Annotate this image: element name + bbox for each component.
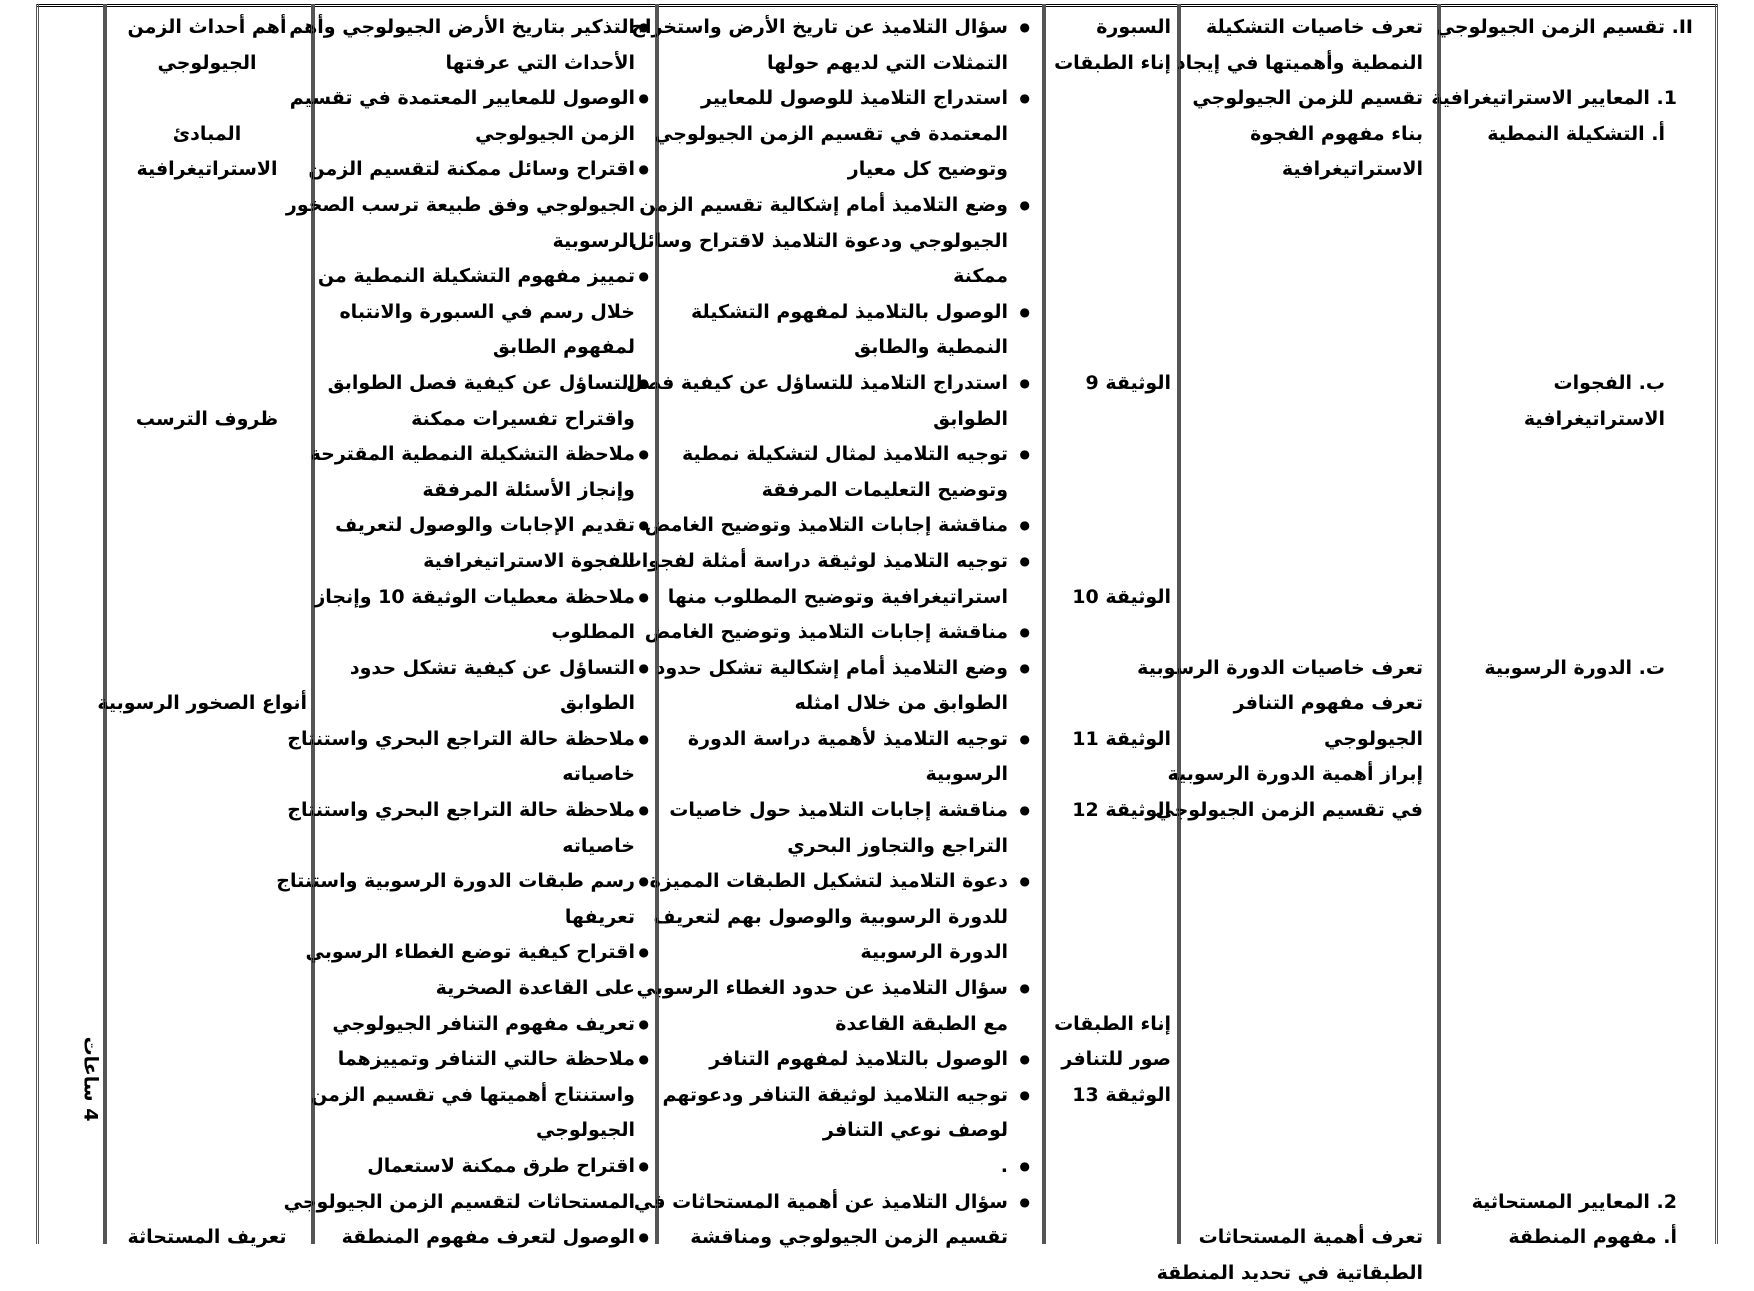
teacher-activity-line: وتوضيح التعليمات المرفقة <box>761 478 1008 501</box>
resource-line <box>1047 437 1171 473</box>
resource-line: صور للتنافر <box>1061 1048 1171 1071</box>
learner-activity-line: واستنتاج أهميتها في تقسيم الزمن <box>311 1083 635 1106</box>
learner-activity-line: خاصياته <box>562 834 635 857</box>
target-line <box>1187 1149 1423 1185</box>
learner-activity-line: ● ملاحظة حالة التراجع البحري واستنتاج <box>313 722 649 758</box>
target-line <box>1187 615 1423 651</box>
resource-line <box>1047 152 1171 188</box>
objective-line <box>1443 935 1693 971</box>
learner-activity-line: ● تقديم الإجابات والوصول لتعريف <box>313 508 649 544</box>
resource-line <box>1047 330 1171 366</box>
objective-line <box>1443 544 1693 580</box>
objective-line <box>1443 508 1693 544</box>
objective-line <box>1443 295 1693 331</box>
objective-line <box>1443 793 1693 829</box>
target-line <box>1187 508 1423 544</box>
concept-line <box>107 1078 307 1114</box>
teacher-activity-line: الجيولوجي ودعوة التلاميذ لاقتراح وسائل <box>630 229 1008 252</box>
target-line <box>1187 544 1423 580</box>
resource-line: الوثيقة 10 <box>1072 585 1171 608</box>
concept-line <box>107 188 307 224</box>
target-line: الاستراتيغرافية <box>1281 158 1423 181</box>
concept-line <box>107 1007 307 1043</box>
resource-line <box>1047 81 1171 117</box>
concept-line: ظروف الترسب <box>135 407 279 430</box>
objective-line <box>1443 864 1693 900</box>
concept-line <box>107 971 307 1007</box>
learner-activity-line: ● ملاحظة معطيات الوثيقة 10 وإنجاز <box>313 580 649 616</box>
target-line: في تقسيم الزمن الجيولوجي <box>1155 799 1423 822</box>
teacher-activity-line: ● سؤال التلاميذ عن حدود الغطاء الرسوبي <box>660 971 1030 1007</box>
learner-activity-line: ● التذكير بتاريخ الأرض الجيولوجي وأهم <box>313 10 649 46</box>
target-line <box>1187 1042 1423 1078</box>
teacher-activity-line: ● سؤال التلاميذ عن أهمية المستحاثات في <box>660 1185 1030 1221</box>
objective-line <box>1443 1042 1693 1078</box>
learner-activity-line: المستحاثات لتقسيم الزمن الجيولوجي <box>283 1190 635 1213</box>
concept-line: أهم أحداث الزمن <box>127 16 287 38</box>
resource-line <box>1047 188 1171 224</box>
resource-line: الوثيقة 9 <box>1085 371 1171 394</box>
objective-line: أ. مفهوم المنطقة <box>1508 1226 1677 1249</box>
teacher-activity-line: ● استدراج التلاميذ للوصول للمعايير <box>660 81 1030 117</box>
resource-line <box>1047 864 1171 900</box>
resource-line <box>1047 615 1171 651</box>
teacher-activity-line: ممكنة <box>953 265 1008 288</box>
resource-line <box>1047 544 1171 580</box>
target-line <box>1187 580 1423 616</box>
teacher-activity-line: لوصف نوعي التنافر <box>822 1119 1008 1142</box>
learner-activity-line: ● اقتراح طرق ممكنة لاستعمال <box>313 1149 649 1185</box>
teacher-activity-line: الرسوبية <box>925 763 1008 786</box>
objective-line <box>1443 615 1693 651</box>
target-line <box>1187 473 1423 509</box>
target-line <box>1187 1185 1423 1221</box>
targets-list <box>1137 10 1423 1291</box>
target-line: تعرف خاصيات التشكيلة <box>1206 16 1423 38</box>
concept-line <box>107 224 307 260</box>
learner-activity-line: خاصياته <box>562 763 635 786</box>
objective-line <box>1443 473 1693 509</box>
target-line: النمطية وأهميتها في إيجاد <box>1175 51 1423 74</box>
target-line <box>1187 402 1423 438</box>
resource-line <box>1047 117 1171 153</box>
teacher-activity-line: ● توجيه التلاميذ لوثيقة دراسة أمثلة لفجوات <box>660 544 1030 580</box>
teacher-activity-line: ● مناقشة إجابات التلاميذ وتوضيح الغامض <box>660 615 1030 651</box>
teacher-activity-line: الطوابق <box>933 407 1008 430</box>
learner-activity-line: ● اقتراح كيفية توضع الغطاء الرسوبي <box>313 935 649 971</box>
learner-activity-line: الفجوة الاستراتيغرافية <box>423 549 635 572</box>
objective-line: الاستراتيغرافية <box>1523 407 1665 430</box>
objective-line <box>1443 971 1693 1007</box>
resource-line: الوثيقة 12 <box>1072 799 1171 822</box>
concept-line <box>107 615 307 651</box>
concept-line: تعريف المستحاثة <box>127 1226 287 1249</box>
teacher-activity-line: ● وضع التلاميذ أمام إشكالية تشكل حدود <box>660 651 1030 687</box>
target-line <box>1187 829 1423 865</box>
concept-line <box>107 437 307 473</box>
learner-activity-line: الجيولوجي وفق طبيعة ترسب الصخور <box>285 193 635 216</box>
learner-activity-line: ● التساؤل عن كيفية فصل الطوابق <box>313 366 649 402</box>
learner-activity-line: الرسوبية <box>552 229 635 252</box>
concept-line: الجيولوجي <box>157 51 257 74</box>
objective-line: ت. الدورة الرسوبية <box>1484 656 1665 679</box>
target-line: تعرف مفهوم التنافر <box>1233 692 1423 715</box>
teacher-activity-line: ● استدراج التلاميذ للتساؤل عن كيفية فصل <box>660 366 1030 402</box>
learner-activity-line: الزمن الجيولوجي <box>475 122 635 145</box>
resource-line: إناء الطبقات <box>1054 1012 1171 1035</box>
learner-activity-line: ● التساؤل عن كيفية تشكل حدود <box>313 651 649 687</box>
concept-line <box>107 366 307 402</box>
target-line <box>1187 864 1423 900</box>
resource-line <box>1047 473 1171 509</box>
concepts-list <box>97 10 307 1256</box>
target-line <box>1187 900 1423 936</box>
objective-line <box>1443 722 1693 758</box>
teacher-activity-line: ● الوصول بالتلاميذ لمفهوم التشكيلة <box>660 295 1030 331</box>
teacher-activity-line: ● توجيه التلاميذ لوثيقة التنافر ودعوتهم <box>660 1078 1030 1114</box>
objective-line <box>1443 259 1693 295</box>
objective-line <box>1443 900 1693 936</box>
target-line: بناء مفهوم الفجوة <box>1250 122 1423 145</box>
target-line: تعرف خاصيات الدورة الرسوبية <box>1137 656 1423 679</box>
concept-line <box>107 900 307 936</box>
learner-activity-line: ● اقتراح وسائل ممكنة لتقسيم الزمن <box>313 152 649 188</box>
teacher-activity-line: ● مناقشة إجابات التلاميذ حول خاصيات <box>660 793 1030 829</box>
learner-activity-line: تعريفها <box>564 905 635 928</box>
resource-line <box>1047 402 1171 438</box>
objective-line: أ. التشكيلة النمطية <box>1487 122 1665 145</box>
resource-line <box>1047 259 1171 295</box>
resource-line: الوثيقة 11 <box>1072 727 1171 750</box>
resource-line <box>1047 295 1171 331</box>
concept-line <box>107 508 307 544</box>
target-line: إبراز أهمية الدورة الرسوبية <box>1167 763 1423 786</box>
teacher-activity-line: التمثلات التي لديهم حولها <box>767 51 1008 74</box>
resource-line: السبورة <box>1096 16 1171 38</box>
learner-activities-list <box>276 10 649 1256</box>
objective-line <box>1443 152 1693 188</box>
objective-line <box>1443 224 1693 260</box>
objective-line <box>1443 686 1693 722</box>
resource-line <box>1047 757 1171 793</box>
learner-activity-line: لمفهوم الطابق <box>492 336 635 359</box>
concept-line <box>107 544 307 580</box>
objective-line: II. تقسيم الزمن الجيولوجي <box>1435 16 1693 38</box>
concept-line <box>107 651 307 687</box>
learner-activity-line: وإنجاز الأسئلة المرفقة <box>422 478 635 501</box>
resources-list <box>1047 10 1171 1113</box>
column-objectives <box>1431 4 1718 1249</box>
objectives-list <box>1431 10 1693 1256</box>
objective-line <box>1443 437 1693 473</box>
column-teacher-activities <box>622 4 1045 1249</box>
concept-line <box>107 81 307 117</box>
teacher-activity-line: ● الوصول بالتلاميذ لمفهوم التنافر <box>660 1042 1030 1078</box>
learner-activity-line: ● رسم طبقات الدورة الرسوبية واستنتاج <box>313 864 649 900</box>
objective-line <box>1443 1007 1693 1043</box>
concept-line <box>107 580 307 616</box>
concept-line <box>107 330 307 366</box>
objective-line <box>1443 757 1693 793</box>
teacher-activity-line: ● توجيه التلاميذ لمثال لتشكيلة نمطية <box>660 437 1030 473</box>
target-line <box>1187 224 1423 260</box>
teacher-activity-line: للدورة الرسوبية والوصول بهم لتعريف <box>653 905 1008 928</box>
concept-line <box>107 864 307 900</box>
target-line <box>1187 437 1423 473</box>
learner-activity-line: ● تعريف مفهوم التنافر الجيولوجي <box>313 1007 649 1043</box>
target-line: تقسيم للزمن الجيولوجي <box>1192 87 1423 110</box>
concept-line <box>107 473 307 509</box>
teacher-activities-list <box>622 10 1030 1256</box>
target-line: الطبقاتية في تحديد المنطقة <box>1156 1261 1423 1284</box>
concept-line <box>107 757 307 793</box>
learner-activity-line: ● ملاحظة حالتي التنافر وتمييزهما <box>313 1042 649 1078</box>
objective-line <box>1443 580 1693 616</box>
target-line <box>1187 188 1423 224</box>
teacher-activity-line: ● سؤال التلاميذ عن تاريخ الأرض واستخراج <box>660 10 1030 46</box>
resource-line: إناء الطبقات <box>1054 51 1171 74</box>
concept-line <box>107 935 307 971</box>
objective-line <box>1443 330 1693 366</box>
concept-line <box>107 259 307 295</box>
concept-line <box>107 1149 307 1185</box>
learner-activity-line: المطلوب <box>551 621 635 644</box>
resource-line <box>1047 971 1171 1007</box>
teacher-activity-line: ● وضع التلاميذ أمام إشكالية تقسيم الزمن <box>660 188 1030 224</box>
concept-line: الاستراتيغرافية <box>136 158 278 181</box>
target-line <box>1187 259 1423 295</box>
target-line <box>1187 935 1423 971</box>
teacher-activity-line: استراتيغرافية وتوضيح المطلوب منها <box>667 585 1008 608</box>
target-line <box>1187 971 1423 1007</box>
target-line <box>1187 1078 1423 1114</box>
column-learner-activities <box>276 4 658 1249</box>
concept-line <box>107 793 307 829</box>
objective-line: 1. المعايير الاستراتيغرافية <box>1431 87 1677 110</box>
target-line: الجيولوجي <box>1324 727 1423 750</box>
resource-line <box>1047 935 1171 971</box>
learner-activity-line: ● الوصول لتعرف مفهوم المنطقة <box>313 1220 649 1256</box>
target-line <box>1187 295 1423 331</box>
teacher-activity-line: ● . <box>660 1149 1030 1185</box>
teacher-activity-line: ● توجيه التلاميذ لأهمية دراسة الدورة <box>660 722 1030 758</box>
concept-line <box>107 829 307 865</box>
target-line <box>1187 366 1423 402</box>
learner-activity-line: ● الوصول للمعايير المعتمدة في تقسيم <box>313 81 649 117</box>
teacher-activity-line: وتوضيح كل معيار <box>847 158 1008 181</box>
resource-line <box>1047 224 1171 260</box>
target-line <box>1187 330 1423 366</box>
concept-line <box>107 1042 307 1078</box>
learner-activity-line: خلال رسم في السبورة والانتباه <box>339 300 635 323</box>
objective-line <box>1443 1078 1693 1114</box>
teacher-activity-line: مع الطبقة القاعدة <box>835 1012 1008 1035</box>
learner-activity-line: ● تمييز مفهوم التشكيلة النمطية من <box>313 259 649 295</box>
column-concepts <box>97 4 314 1249</box>
column-resources <box>1043 4 1180 1244</box>
duration-label: 4 ساعات <box>79 1036 102 1122</box>
objective-line <box>1443 829 1693 865</box>
concept-line: المبادئ <box>172 122 242 145</box>
resource-line <box>1047 900 1171 936</box>
teacher-activity-line: الطوابق من خلال امثله <box>794 692 1008 715</box>
column-targets <box>1137 4 1440 1284</box>
teacher-activity-line: النمطية والطابق <box>854 336 1008 359</box>
teacher-activity-line: المعتمدة في تقسيم الزمن الجيولوجي <box>653 122 1008 145</box>
learner-activity-line: الأحداث التي عرفتها <box>445 51 635 74</box>
objective-line <box>1443 46 1693 82</box>
learner-activity-line: الجيولوجي <box>536 1119 635 1142</box>
objective-line <box>1443 188 1693 224</box>
resource-line <box>1047 508 1171 544</box>
objective-line: ب. الفجوات <box>1553 371 1665 394</box>
learner-activity-line: الطوابق <box>560 692 635 715</box>
concept-line <box>107 1185 307 1221</box>
concept-line: أنواع الصخور الرسوبية <box>97 692 307 715</box>
teacher-activity-line: تقسيم الزمن الجيولوجي ومناقشة <box>690 1226 1008 1249</box>
learner-activity-line: واقتراح تفسيرات ممكنة <box>411 407 635 430</box>
resource-line <box>1047 829 1171 865</box>
objective-line <box>1443 1113 1693 1149</box>
resource-line: الوثيقة 13 <box>1072 1083 1171 1106</box>
objective-line <box>1443 1149 1693 1185</box>
teacher-activity-line: ● مناقشة إجابات التلاميذ وتوضيح الغامض <box>660 508 1030 544</box>
resource-line <box>1047 651 1171 687</box>
target-line <box>1187 1113 1423 1149</box>
concept-line <box>107 1113 307 1149</box>
learner-activity-line: ● ملاحظة حالة التراجع البحري واستنتاج <box>313 793 649 829</box>
learner-activity-line: على القاعدة الصخرية <box>435 977 635 1000</box>
target-line <box>1187 1007 1423 1043</box>
concept-line <box>107 295 307 331</box>
teacher-activity-line: الدورة الرسوبية <box>860 941 1008 964</box>
objective-line: 2. المعايير المستحاثية <box>1471 1190 1677 1213</box>
resource-line <box>1047 686 1171 722</box>
teacher-activity-line: ● دعوة التلاميذ لتشكيل الطبقات المميزة <box>660 864 1030 900</box>
concept-line <box>107 722 307 758</box>
teacher-activity-line: التراجع والتجاوز البحري <box>787 834 1008 857</box>
target-line: تعرف أهمية المستحاثات <box>1198 1226 1423 1249</box>
learner-activity-line: ● ملاحظة التشكيلة النمطية المقترحة <box>313 437 649 473</box>
